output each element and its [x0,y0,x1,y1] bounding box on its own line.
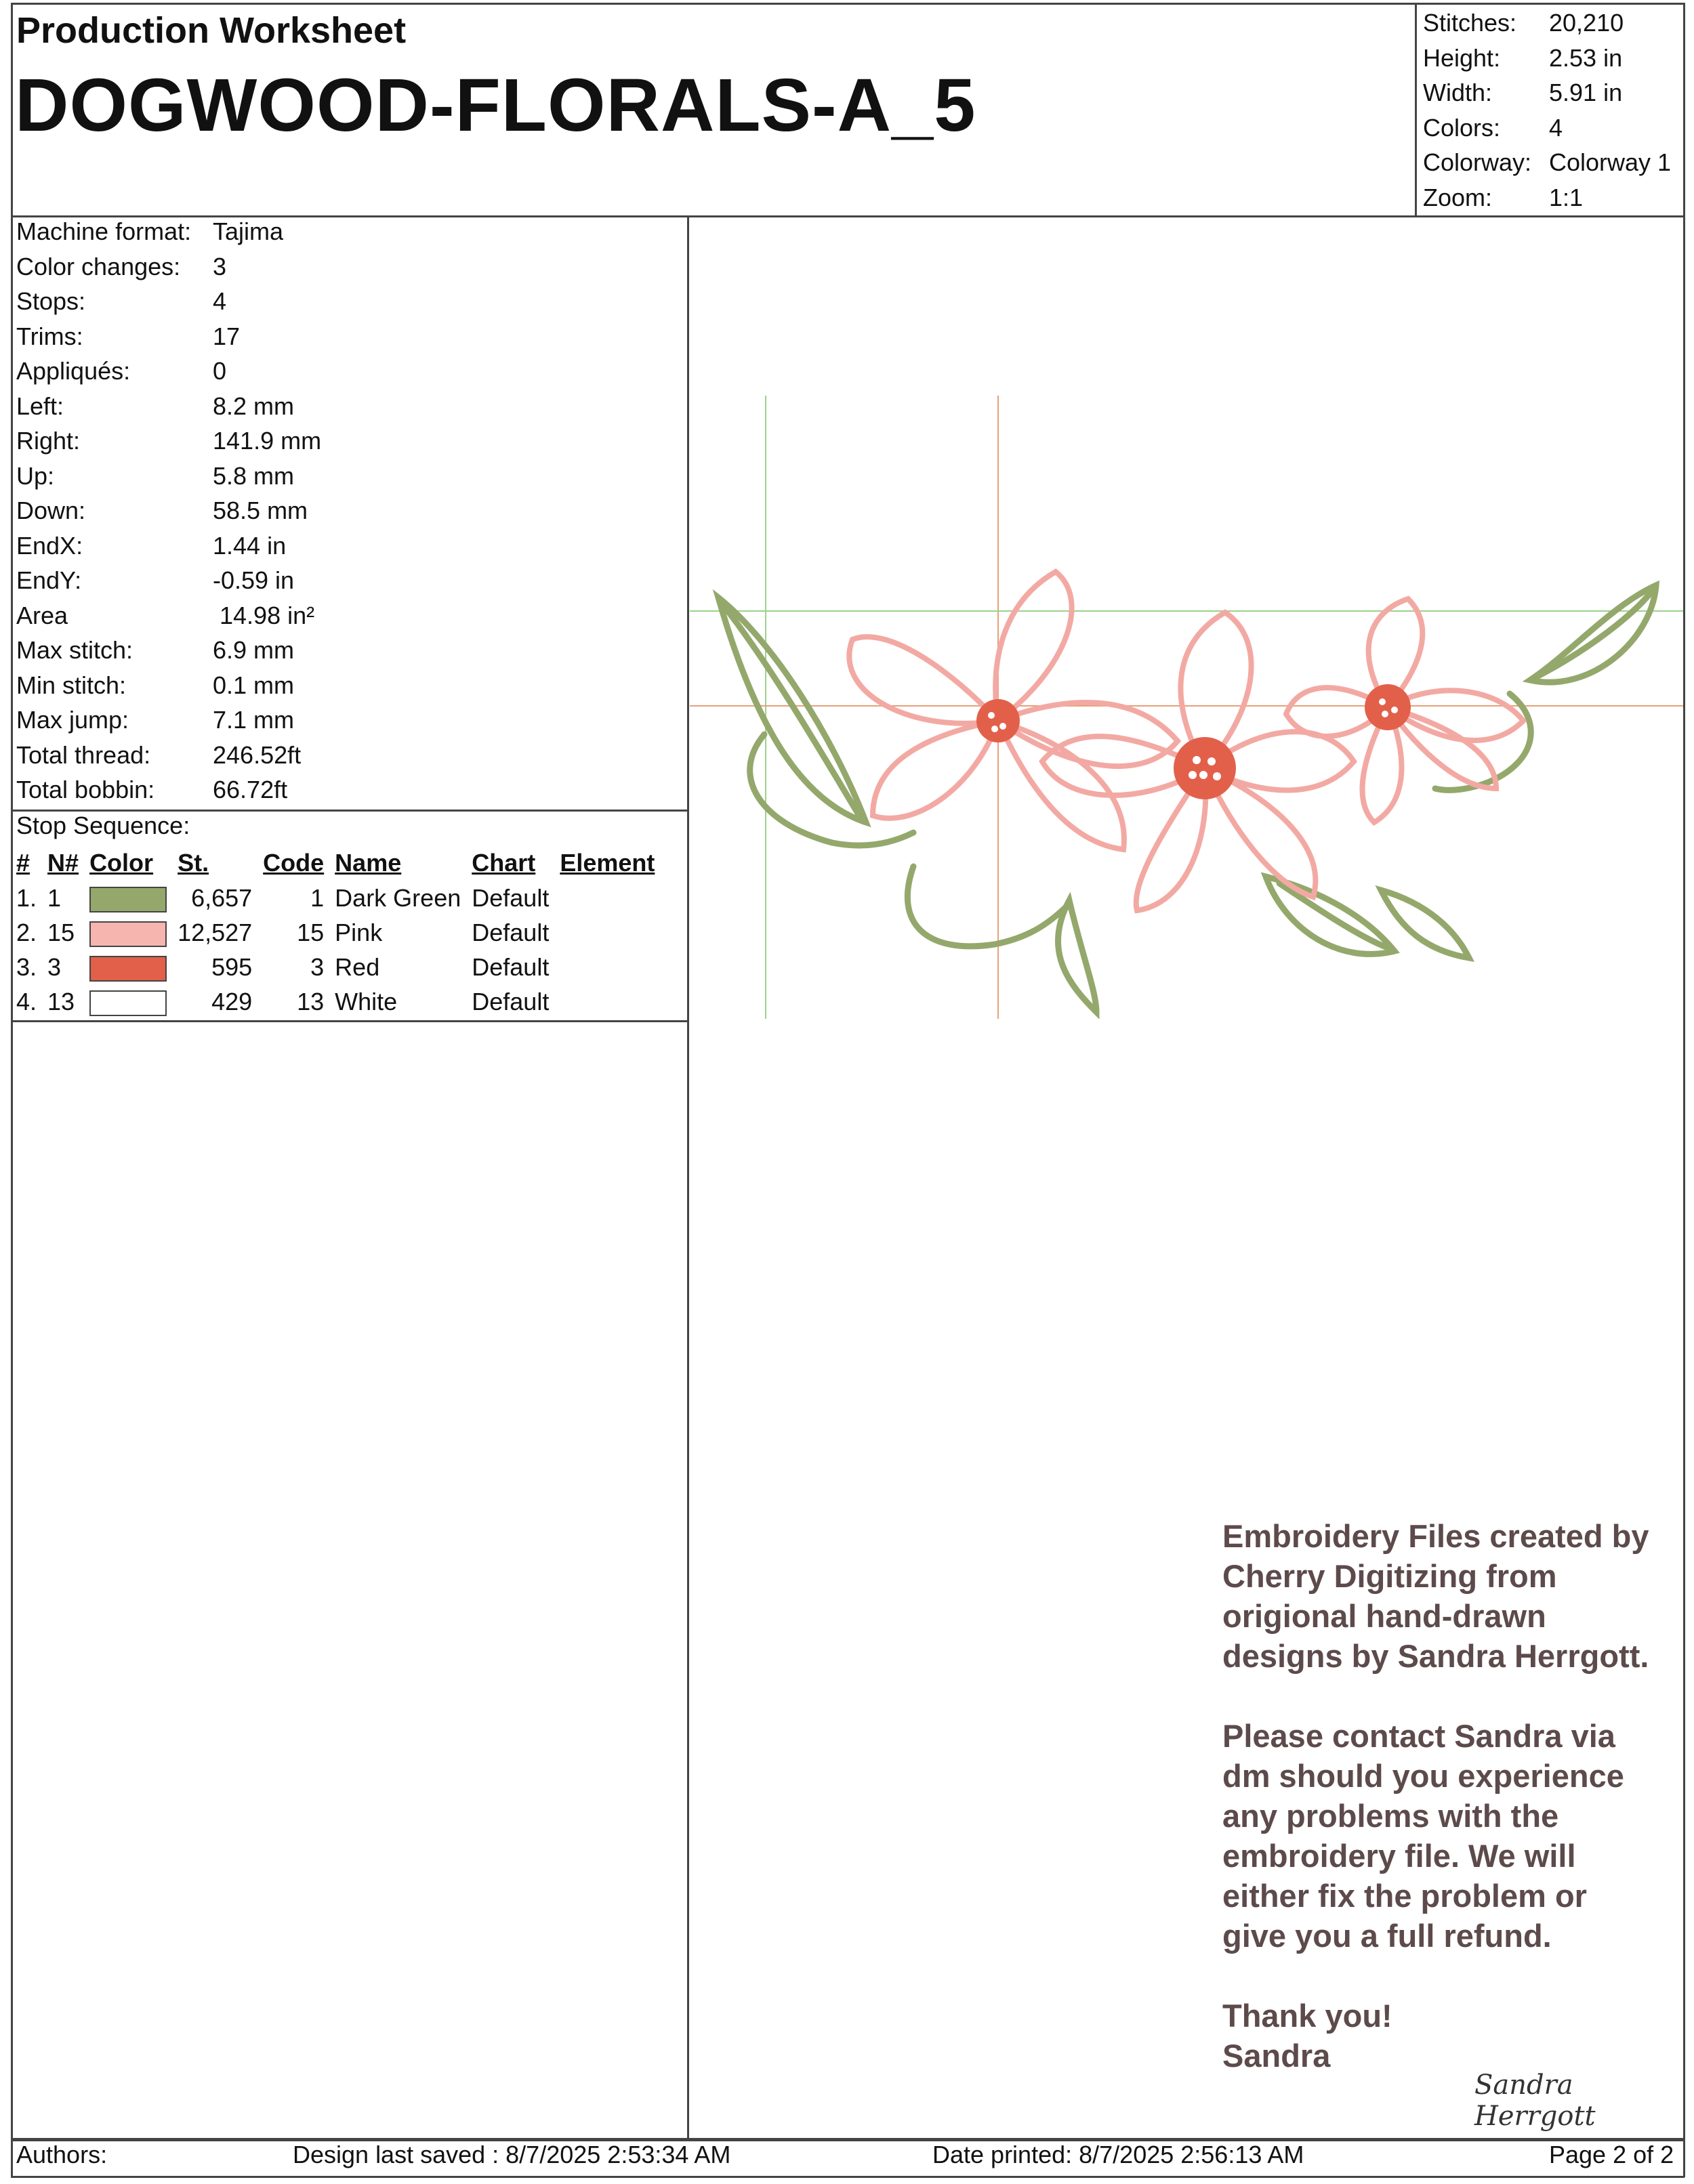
summary-row [1423,180,1671,215]
property-label: Total thread: [16,740,151,769]
property-label: Up: [16,461,55,490]
row-element [554,881,660,915]
property-label: Total bobbin: [16,776,155,803]
property-value: Tajima [213,217,284,245]
summary-row [1423,5,1671,41]
row-stitches: 6,657 [191,883,253,912]
table-row [11,984,660,1019]
property-value: 6.9 mm [213,636,295,664]
row-color [84,984,172,1019]
row-index: 2. [16,918,37,946]
flower-centers [976,684,1411,799]
property-row [16,563,321,598]
row-code: 15 [297,918,325,946]
property-label: Appliqués: [16,357,131,385]
summary-label: Colors: [1423,113,1501,142]
footer-date-printed: Date printed: 8/7/2025 2:56:13 AM [932,2141,1304,2168]
property-value: 17 [213,322,241,350]
designer-note [1222,1516,1656,2076]
property-value: 246.52ft [213,740,302,769]
stop-sequence-table [11,845,660,1019]
summary-value: 4 [1549,113,1563,142]
row-chart: Default [472,987,550,1015]
property-row [16,354,321,389]
footer-authors: Authors: [16,2141,108,2168]
row-stitches: 595 [211,952,253,981]
row-index: 3. [16,952,37,981]
col-header-n: N# [47,849,79,877]
property-value: 7.1 mm [213,706,295,734]
footer-page-number: Page 2 of 2 [1549,2141,1674,2168]
property-label: Color changes: [16,252,181,280]
property-row [16,493,321,528]
property-label: Trims: [16,322,83,350]
property-row [16,702,321,738]
summary-row [1423,41,1671,76]
summary-label: Zoom: [1423,183,1493,211]
summary-value: 2.53 in [1549,43,1623,72]
row-n: 1 [47,883,62,912]
property-value: 3 [213,252,227,280]
property-row [16,459,321,494]
property-label: Max jump: [16,706,129,734]
row-stitches: 12,527 [178,918,253,946]
row-n: 13 [47,987,75,1015]
row-name: White [335,987,398,1015]
row-element [554,984,660,1019]
column-divider [687,215,689,2141]
property-row [16,772,321,807]
frame-top [11,3,1685,5]
col-header-color: Color [89,849,154,877]
flowers [849,572,1523,910]
property-label: Stops: [16,287,86,315]
table-header-row [11,845,660,881]
note-sign-off: Sandra [1222,2038,1331,2074]
properties-panel [16,214,321,807]
summary-row [1423,110,1671,146]
row-n: 15 [47,918,75,946]
footer-divider [11,2138,1685,2141]
property-label: EndY: [16,566,82,594]
color-swatch [89,921,167,947]
guide-lines [690,396,1683,1019]
col-header-chart: Chart [472,849,536,877]
row-index: 4. [16,987,37,1015]
property-row [16,598,321,633]
frame-right [1683,3,1685,2177]
summary-panel [1423,5,1671,215]
row-stitches: 429 [211,987,253,1015]
summary-row [1423,75,1671,110]
color-swatch [89,887,167,912]
summary-value: 5.91 in [1549,79,1623,106]
property-label: Machine format: [16,217,192,245]
table-row [11,915,660,950]
color-swatch [89,990,167,1016]
property-label: EndX: [16,531,83,560]
row-code: 3 [310,952,325,981]
property-row [16,284,321,319]
summary-value: 1:1 [1549,183,1584,211]
property-value: 0 [213,357,227,385]
row-index: 1. [16,883,37,912]
row-element [554,915,660,950]
row-code: 13 [297,987,325,1015]
summary-row [1423,145,1671,180]
summary-label: Height: [1423,43,1501,72]
property-value: 5.8 mm [213,461,295,490]
property-label: Max stitch: [16,636,133,664]
property-value: -0.59 in [213,566,295,594]
property-value: 14.98 in² [213,601,315,629]
property-row [16,668,321,703]
property-row [16,249,321,285]
col-header-name: Name [335,849,402,877]
col-header-code: Code [263,849,325,877]
note-paragraph-credits: Embroidery Files created by Cherry Digitizing from origional hand-drawn designs by Sandra Herrgott. [1222,1518,1649,1674]
frame-left [11,3,13,2177]
design-title: DOGWOOD-FLORALS-A_5 [15,64,976,147]
row-chart: Default [472,918,550,946]
summary-label: Stitches: [1423,9,1517,37]
property-row [16,738,321,773]
row-color [84,881,172,915]
property-value: 4 [213,287,227,315]
col-header-stitches: St. [178,849,209,877]
note-paragraph-contact: Please contact Sandra via dm should you experience any problems with the embroidery file. We will either fix the problem or give you a full refund. [1222,1718,1624,1954]
row-name: Red [335,952,380,981]
property-row [16,633,321,668]
row-name: Pink [335,918,383,946]
frame-bottom [11,2176,1685,2178]
row-chart: Default [472,883,550,912]
color-swatch [89,956,167,982]
row-chart: Default [472,952,550,981]
summary-value: Colorway 1 [1549,148,1672,176]
row-element [554,950,660,984]
property-label: Area [16,601,68,629]
summary-value: 20,210 [1549,9,1624,37]
property-value: 0.1 mm [213,671,295,699]
property-value: 141.9 mm [213,427,322,455]
summary-label: Width: [1423,79,1493,106]
row-code: 1 [310,883,325,912]
stop-sequence-title: Stop Sequence: [16,812,190,839]
footer-last-saved: Design last saved : 8/7/2025 2:53:34 AM [293,2141,731,2168]
property-label: Left: [16,392,64,420]
property-label: Min stitch: [16,671,127,699]
row-n: 3 [47,952,62,981]
table-row [11,950,660,984]
property-label: Down: [16,497,86,524]
signature-logo: Sandra Herrgott [1474,2070,1596,2132]
row-name: Dark Green [335,883,461,912]
property-value: 58.5 mm [213,497,308,524]
property-row [16,389,321,424]
summary-divider [1415,3,1417,217]
page-subtitle: Production Worksheet [16,10,407,51]
property-value: 66.72ft [213,776,288,803]
property-value: 8.2 mm [213,392,295,420]
property-row [16,214,321,249]
property-row [16,528,321,564]
col-header-index: # [16,849,30,877]
note-thanks: Thank you! [1222,1998,1392,2034]
property-row [16,423,321,459]
property-value: 1.44 in [213,531,287,560]
row-color [84,950,172,984]
table-row [11,881,660,915]
row-color [84,915,172,950]
property-row [16,319,321,354]
summary-label: Colorway: [1423,148,1532,176]
table-divider [11,1020,688,1022]
property-label: Right: [16,427,81,455]
col-header-element: Element [560,849,655,877]
